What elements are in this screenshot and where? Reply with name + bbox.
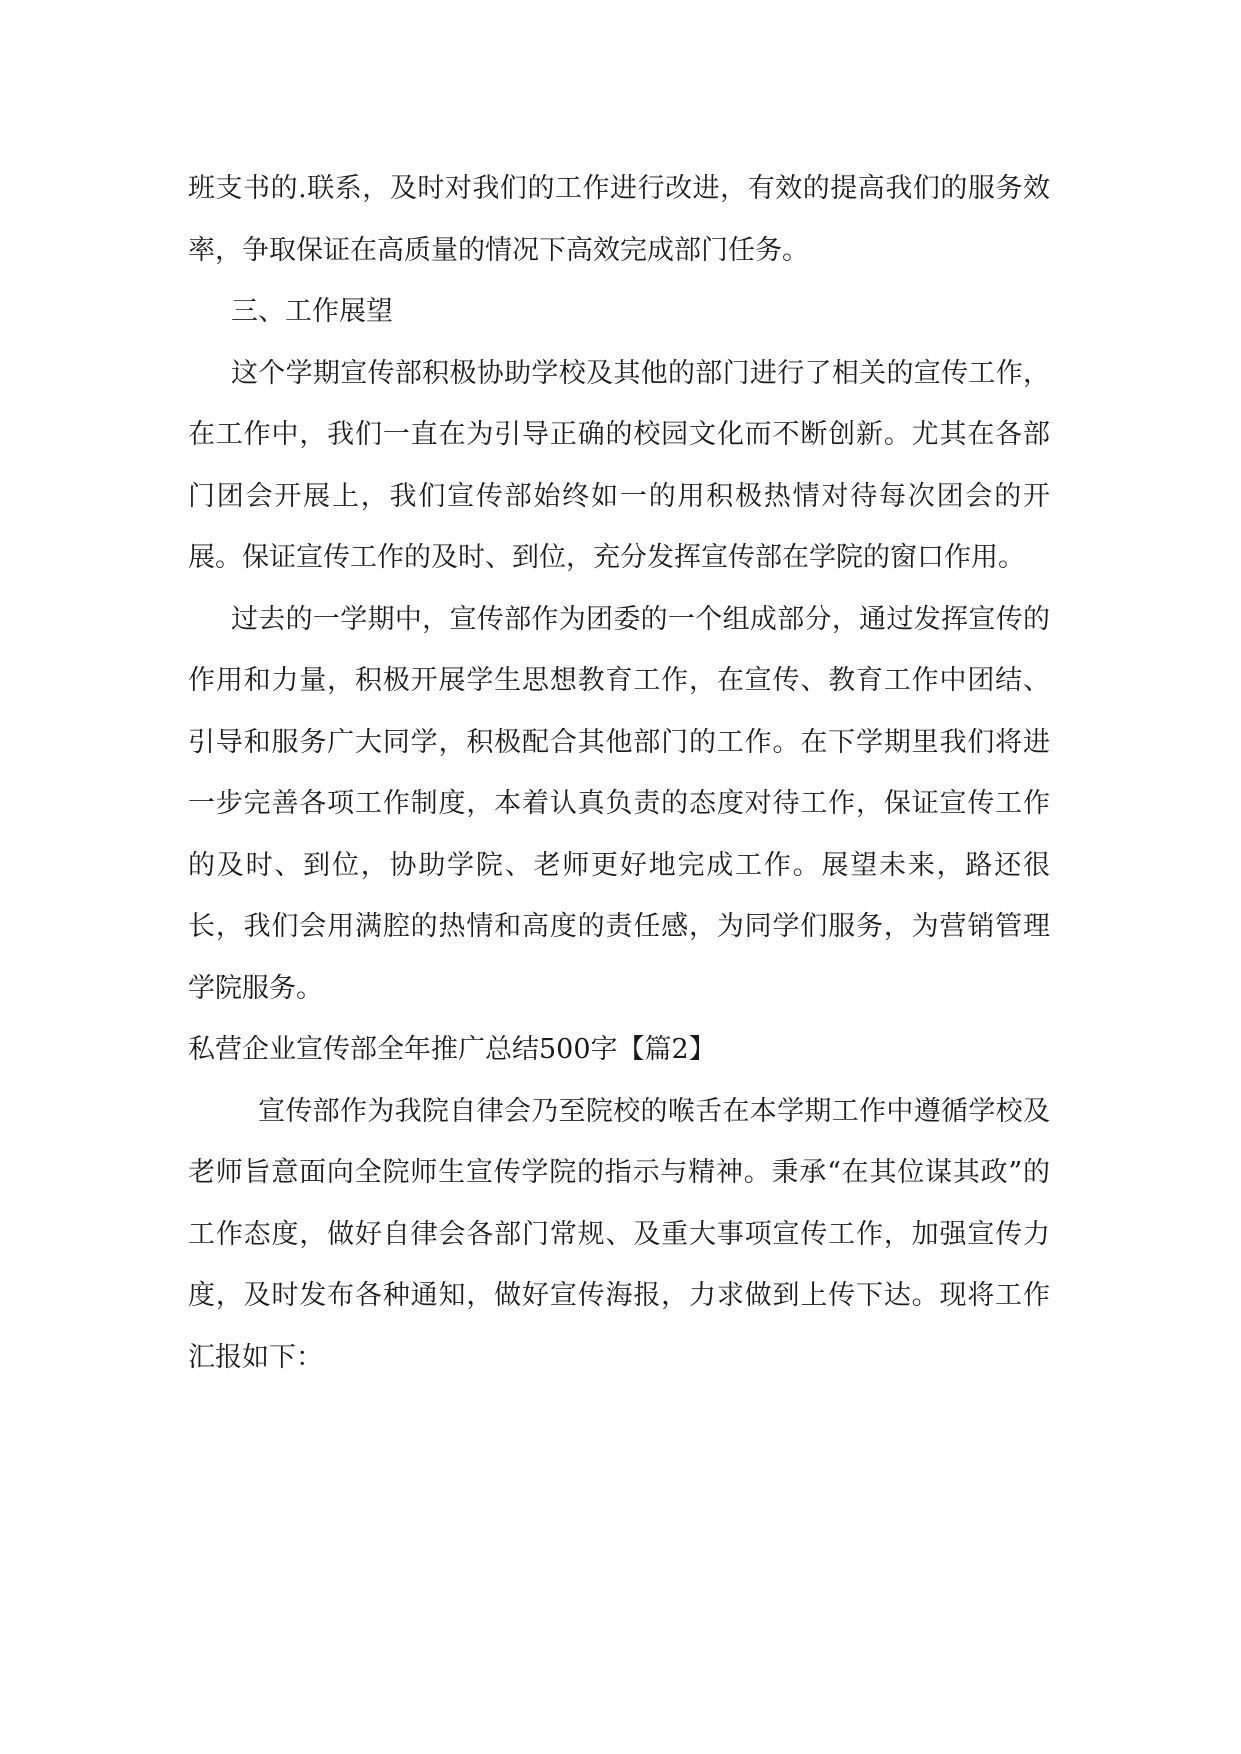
paragraph-continuation: 班支书的.联系，及时对我们的工作进行改进，有效的提高我们的服务效率，争取保证在高质量的情况下高效完成部门任务。 [188,173,1050,266]
paragraph-past-semester: 过去的一学期中，宣传部作为团委的一个组成部分，通过发挥宣传的作用和力量，积极开展学生思想教育工作，在宣传、教育工作中团结、引导和服务广大同学，积极配合其他部门的工作。在下学期里我们将进一步完善各项工作制度，本着认真负责的态度对待工作，保证宣传工作的及时、到位，协助学院、老师更好地完成工作。展望未来，路还很长，我们会用满腔的热情和高度的责任感，为同学们服务，为营销管理学院服务。 [188,603,1050,1004]
article-body-paragraph: 宣传部作为我院自律会乃至院校的喉舌在本学期工作中遵循学校及老师旨意面向全院师生宣传学院的指示与精神。秉承“在其位谋其政”的工作态度，做好自律会各部门常规、及重大事项宣传工作，加强宣传力度，及时发布各种通知，做好宣传海报，力求做到上传下达。现将工作汇报如下： [188,1095,1050,1373]
paragraph-semester-summary: 这个学期宣传部积极协助学校及其他的部门进行了相关的宣传工作，在工作中，我们一直在为引导正确的校园文化而不断创新。尤其在各部门团会开展上，我们宣传部始终如一的用积极热情对待每次团会的开展。保证宣传工作的及时、到位，充分发挥宣传部在学院的窗口作用。 [188,357,1050,573]
section-heading-work-outlook: 三、工作展望 [231,296,393,327]
document-page [188,158,1050,1388]
article-title: 私营企业宣传部全年推广总结500字【篇2】 [188,1034,716,1065]
